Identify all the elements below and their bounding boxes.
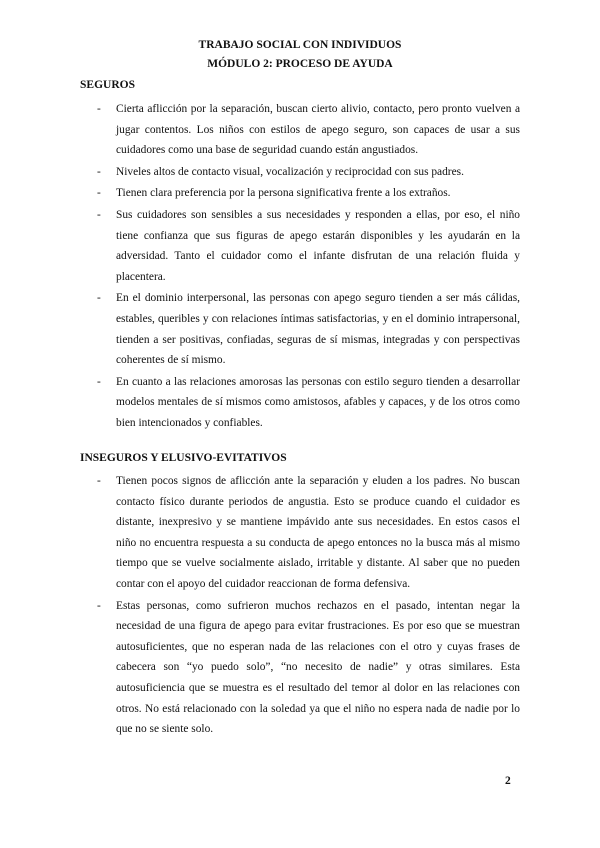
list-item-text: Estas personas, como sufrieron muchos rechazos en el pasado, intentan negar la necesidad de una figura de apego para evitar frustraciones. Es por eso que se muestran autosuficientes, que no esperan nada de las relaciones con el otro y cuyas frases de cabecera son “yo puedo solo”, “no necesito de nadie” y otras similares. Esta autosuficiencia que se muestra es el resultado del temor al dolor en las relaciones con otros. No está relacionado con la soledad ya que el niño no espera nada de nadie por lo que no se siente solo. <box>116 599 520 736</box>
list-item <box>80 372 520 434</box>
bullet-dash: - <box>97 599 101 612</box>
list-item-text: En cuanto a las relaciones amorosas las personas con estilo seguro tienden a desarrollar modelos mentales de sí mismos como amistosos, afables y capaces, y de los otros como bien intencionados y confiables. <box>116 375 520 429</box>
list-item-text: Tienen pocos signos de aflicción ante la separación y eluden a los padres. No buscan contacto físico durante periodos de angustia. Esto se produce cuando el cuidador es distante, inexpresivo y se mantiene impávido ante sus necesidades. En estos casos el niño no encuentra respuesta a su conducta de apego entonces no la busca más al mismo tiempo que se vuelve socialmente aislado, irritable y distante. Al saber que no pueden contar con el apoyo del cuidador reaccionan de forma defensiva. <box>116 475 520 590</box>
list-item <box>80 288 520 370</box>
document-title: TRABAJO SOCIAL CON INDIVIDUOS <box>198 39 402 51</box>
bullet-dash: - <box>97 187 101 200</box>
list-item <box>80 162 520 183</box>
page-number: 2 <box>505 775 511 787</box>
section-heading-seguros: SEGUROS <box>80 79 135 91</box>
inseguros-list <box>80 471 520 741</box>
bullet-dash: - <box>97 103 101 115</box>
bullet-dash: - <box>97 292 101 305</box>
bullet-dash: - <box>97 375 101 388</box>
seguros-list <box>80 99 520 435</box>
list-item-text: Sus cuidadores son sensibles a sus necesidades y responden a ellas, por eso, el niño tiene confianza que sus figuras de apego estarán disponibles y les ayudarán en la adversidad. Tanto el cuidador como el infante disfrutan de una relación fluida y placentera. <box>116 208 520 283</box>
module-title: MÓDULO 2: PROCESO DE AYUDA <box>207 58 393 70</box>
list-item <box>80 205 520 287</box>
list-item <box>80 99 520 161</box>
list-item-text: Cierta aflicción por la separación, buscan cierto alivio, contacto, pero pronto vuelven a jugar contentos. Los niños con estilos de apego seguro, son capaces de usar a sus cuidadores como una base de seguridad cuando están angustiados. <box>116 103 520 157</box>
bullet-dash: - <box>97 475 101 487</box>
bullet-dash: - <box>97 165 101 178</box>
list-item-text: En el dominio interpersonal, las personas con apego seguro tienden a ser más cálidas, estables, queribles y con relaciones íntimas satisfactorias, y en el dominio intrapersonal, tienden a ser positivas, confiadas, seguras de sí mismas, integradas y con perspectivas coherentes de sí mismo. <box>116 292 520 367</box>
bullet-dash: - <box>97 208 101 221</box>
list-item <box>80 471 520 595</box>
list-item-text: Niveles altos de contacto visual, vocalización y reciprocidad con sus padres. <box>116 165 464 178</box>
list-item <box>80 596 520 740</box>
list-item-text: Tienen clara preferencia por la persona significativa frente a los extraños. <box>116 187 451 200</box>
list-item <box>80 183 520 204</box>
section-heading-inseguros: INSEGUROS Y ELUSIVO-EVITATIVOS <box>80 452 287 464</box>
